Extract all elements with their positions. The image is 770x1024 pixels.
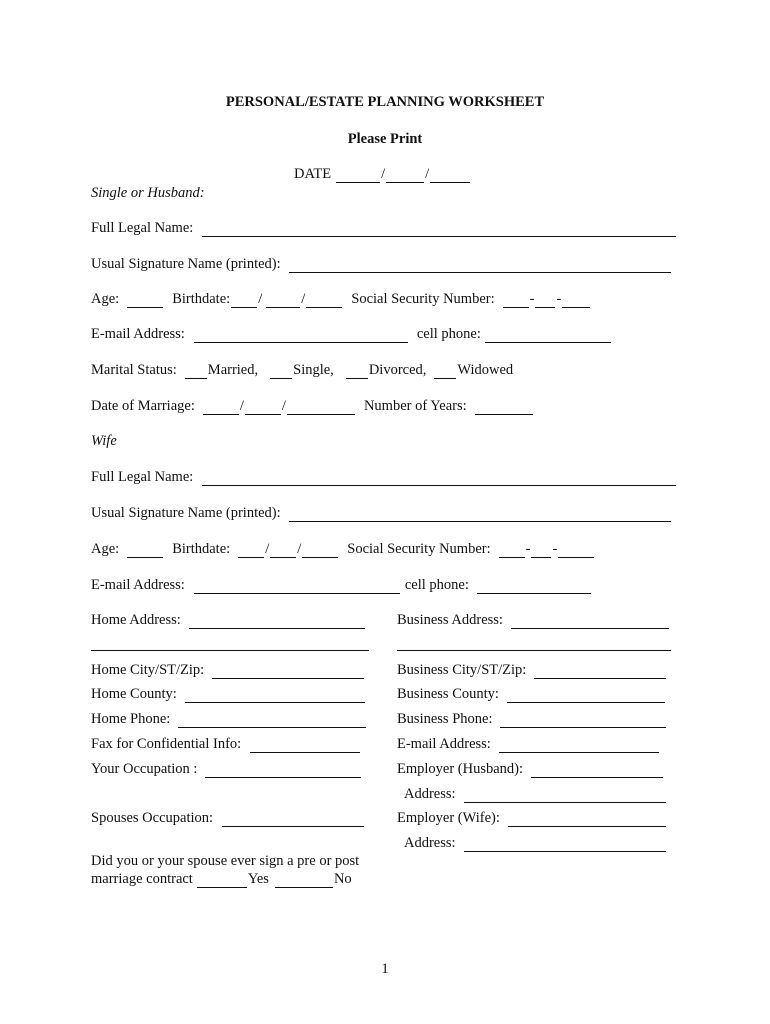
date-year-field[interactable] <box>430 168 470 183</box>
business-phone-field[interactable] <box>500 713 666 728</box>
business-city-row <box>397 662 667 679</box>
married-option: Married, <box>207 362 259 378</box>
husband-ssn-part2-field[interactable] <box>535 293 555 308</box>
wife-birthdate-sep: / <box>297 541 302 557</box>
spouse-occupation-field[interactable] <box>222 812 364 827</box>
employer-wife-address-field[interactable] <box>464 837 666 852</box>
contract-question-line2: marriage contract <box>91 871 193 887</box>
wife-full-name-row <box>91 469 677 486</box>
home-city-field[interactable] <box>212 664 364 679</box>
business-email-field[interactable] <box>499 738 659 753</box>
employer-husband-address-field[interactable] <box>464 788 666 803</box>
employer-wife-address-label: Address: <box>404 835 456 851</box>
wife-age-field[interactable] <box>127 543 163 558</box>
business-city-field[interactable] <box>534 664 666 679</box>
date-month-field[interactable] <box>336 168 380 183</box>
business-address-label: Business Address: <box>397 612 503 628</box>
husband-signature-label: Usual Signature Name (printed): <box>91 256 281 272</box>
husband-age-row: Age: Birthdate: / / Social Security Number: - - <box>91 291 591 308</box>
business-city-label: Business City/ST/Zip: <box>397 662 527 678</box>
marriage-day-field[interactable] <box>245 400 281 415</box>
date-sep: / <box>425 166 430 182</box>
husband-cell-field[interactable] <box>485 328 611 343</box>
birthdate-sep: / <box>301 291 306 307</box>
occupation-label: Your Occupation : <box>91 761 198 777</box>
married-field[interactable] <box>185 364 207 379</box>
home-address-label: Home Address: <box>91 612 181 628</box>
contract-yes-label: Yes <box>247 871 269 887</box>
contract-no-label: No <box>333 871 352 887</box>
date-sep: / <box>381 166 386 182</box>
home-address-row <box>91 612 366 629</box>
husband-signature-field[interactable] <box>289 258 671 273</box>
business-address-field[interactable] <box>511 614 669 629</box>
wife-full-name-label: Full Legal Name: <box>91 469 194 485</box>
wife-ssn-part1-field[interactable] <box>499 543 525 558</box>
fax-label: Fax for Confidential Info: <box>91 736 242 752</box>
wife-birthdate-sep: / <box>265 541 270 557</box>
husband-ssn-part1-field[interactable] <box>503 293 529 308</box>
employer-husband-address-row <box>404 786 667 803</box>
business-address-line2-field[interactable] <box>397 650 671 651</box>
home-phone-label: Home Phone: <box>91 711 171 727</box>
wife-full-name-field[interactable] <box>202 471 676 486</box>
birthdate-sep: / <box>258 291 263 307</box>
husband-email-field[interactable] <box>194 328 408 343</box>
marriage-date-sep: / <box>239 398 244 414</box>
home-county-label: Home County: <box>91 686 177 702</box>
date-label: DATE <box>294 166 332 182</box>
business-county-row <box>397 686 666 703</box>
husband-birth-month-field[interactable] <box>231 293 257 308</box>
spouse-occupation-row <box>91 810 365 827</box>
wife-birthdate-label: Birthdate: <box>172 541 231 557</box>
wife-ssn-part3-field[interactable] <box>558 543 594 558</box>
marriage-date-label: Date of Marriage: <box>91 398 195 414</box>
husband-full-name-row <box>91 220 677 237</box>
contract-no-field[interactable] <box>275 873 333 888</box>
employer-wife-label: Employer (Wife): <box>397 810 500 826</box>
husband-cell-label: cell phone: <box>416 326 481 342</box>
marriage-year-field[interactable] <box>287 400 355 415</box>
home-city-label: Home City/ST/Zip: <box>91 662 205 678</box>
wife-heading: Wife <box>91 433 117 449</box>
wife-signature-row <box>91 505 672 522</box>
widowed-option: Widowed <box>457 362 514 378</box>
date-row <box>294 166 471 183</box>
business-address-row <box>397 612 670 629</box>
divorced-option: Divorced, <box>368 362 427 378</box>
husband-birthdate-label: Birthdate: <box>172 291 231 307</box>
wife-signature-label: Usual Signature Name (printed): <box>91 505 281 521</box>
occupation-row <box>91 761 362 778</box>
home-county-row <box>91 686 366 703</box>
marriage-month-field[interactable] <box>203 400 239 415</box>
divorced-field[interactable] <box>346 364 368 379</box>
employer-husband-row <box>397 761 664 778</box>
widowed-field[interactable] <box>434 364 456 379</box>
home-city-row <box>91 662 365 679</box>
marital-status-row <box>91 362 513 379</box>
fax-row <box>91 736 361 753</box>
husband-heading: Single or Husband: <box>91 185 205 201</box>
single-field[interactable] <box>270 364 292 379</box>
marriage-date-sep: / <box>281 398 286 414</box>
husband-email-row <box>91 326 612 343</box>
employer-wife-row <box>397 810 667 827</box>
home-address-line2-field[interactable] <box>91 650 369 651</box>
business-phone-row <box>397 711 667 728</box>
years-field[interactable] <box>475 400 533 415</box>
contract-question-row <box>91 871 352 888</box>
wife-cell-field[interactable] <box>477 579 591 594</box>
spouse-occupation-label: Spouses Occupation: <box>91 810 214 826</box>
wife-cell-label: cell phone: <box>404 577 469 593</box>
wife-age-row: Age: Birthdate: / / Social Security Number: - - <box>91 541 595 558</box>
wife-ssn-label: Social Security Number: <box>347 541 491 557</box>
business-county-field[interactable] <box>507 688 665 703</box>
husband-signature-row <box>91 256 672 273</box>
husband-age-label: Age: <box>91 291 120 307</box>
marital-status-label: Marital Status: <box>91 362 177 378</box>
husband-birth-day-field[interactable] <box>266 293 300 308</box>
wife-ssn-part2-field[interactable] <box>531 543 551 558</box>
marriage-date-row <box>91 398 534 415</box>
wife-email-field[interactable] <box>194 579 400 594</box>
business-email-row <box>397 736 660 753</box>
employer-husband-field[interactable] <box>531 763 663 778</box>
husband-email-label: E-mail Address: <box>91 326 185 342</box>
wife-birth-day-field[interactable] <box>270 543 296 558</box>
husband-full-name-label: Full Legal Name: <box>91 220 194 236</box>
wife-email-label: E-mail Address: <box>91 577 185 593</box>
page-number: 1 <box>381 961 389 977</box>
wife-email-row <box>91 577 592 594</box>
employer-wife-address-row <box>404 835 667 852</box>
wife-birth-year-field[interactable] <box>302 543 338 558</box>
occupation-field[interactable] <box>205 763 361 778</box>
single-option: Single, <box>293 362 334 378</box>
contract-yes-field[interactable] <box>197 873 247 888</box>
years-label: Number of Years: <box>363 398 467 414</box>
home-phone-row <box>91 711 367 728</box>
employer-wife-field[interactable] <box>508 812 666 827</box>
employer-husband-address-label: Address: <box>404 786 456 802</box>
page-title: PERSONAL/ESTATE PLANNING WORKSHEET <box>225 94 545 110</box>
business-email-label: E-mail Address: <box>397 736 491 752</box>
home-county-field[interactable] <box>185 688 365 703</box>
husband-birth-year-field[interactable] <box>306 293 342 308</box>
home-phone-field[interactable] <box>178 713 366 728</box>
wife-age-label: Age: <box>91 541 120 557</box>
business-phone-label: Business Phone: <box>397 711 493 727</box>
husband-full-name-field[interactable] <box>202 222 676 237</box>
contract-question-line1: Did you or your spouse ever sign a pre or post <box>91 853 360 869</box>
husband-ssn-label: Social Security Number: <box>351 291 495 307</box>
business-county-label: Business County: <box>397 686 499 702</box>
wife-birth-month-field[interactable] <box>238 543 264 558</box>
home-address-field[interactable] <box>189 614 365 629</box>
fax-field[interactable] <box>250 738 360 753</box>
wife-signature-field[interactable] <box>289 507 671 522</box>
employer-husband-label: Employer (Husband): <box>397 761 524 777</box>
husband-ssn-part3-field[interactable] <box>562 293 590 308</box>
date-day-field[interactable] <box>386 168 424 183</box>
husband-age-field[interactable] <box>127 293 163 308</box>
page-subtitle: Please Print <box>347 131 423 147</box>
